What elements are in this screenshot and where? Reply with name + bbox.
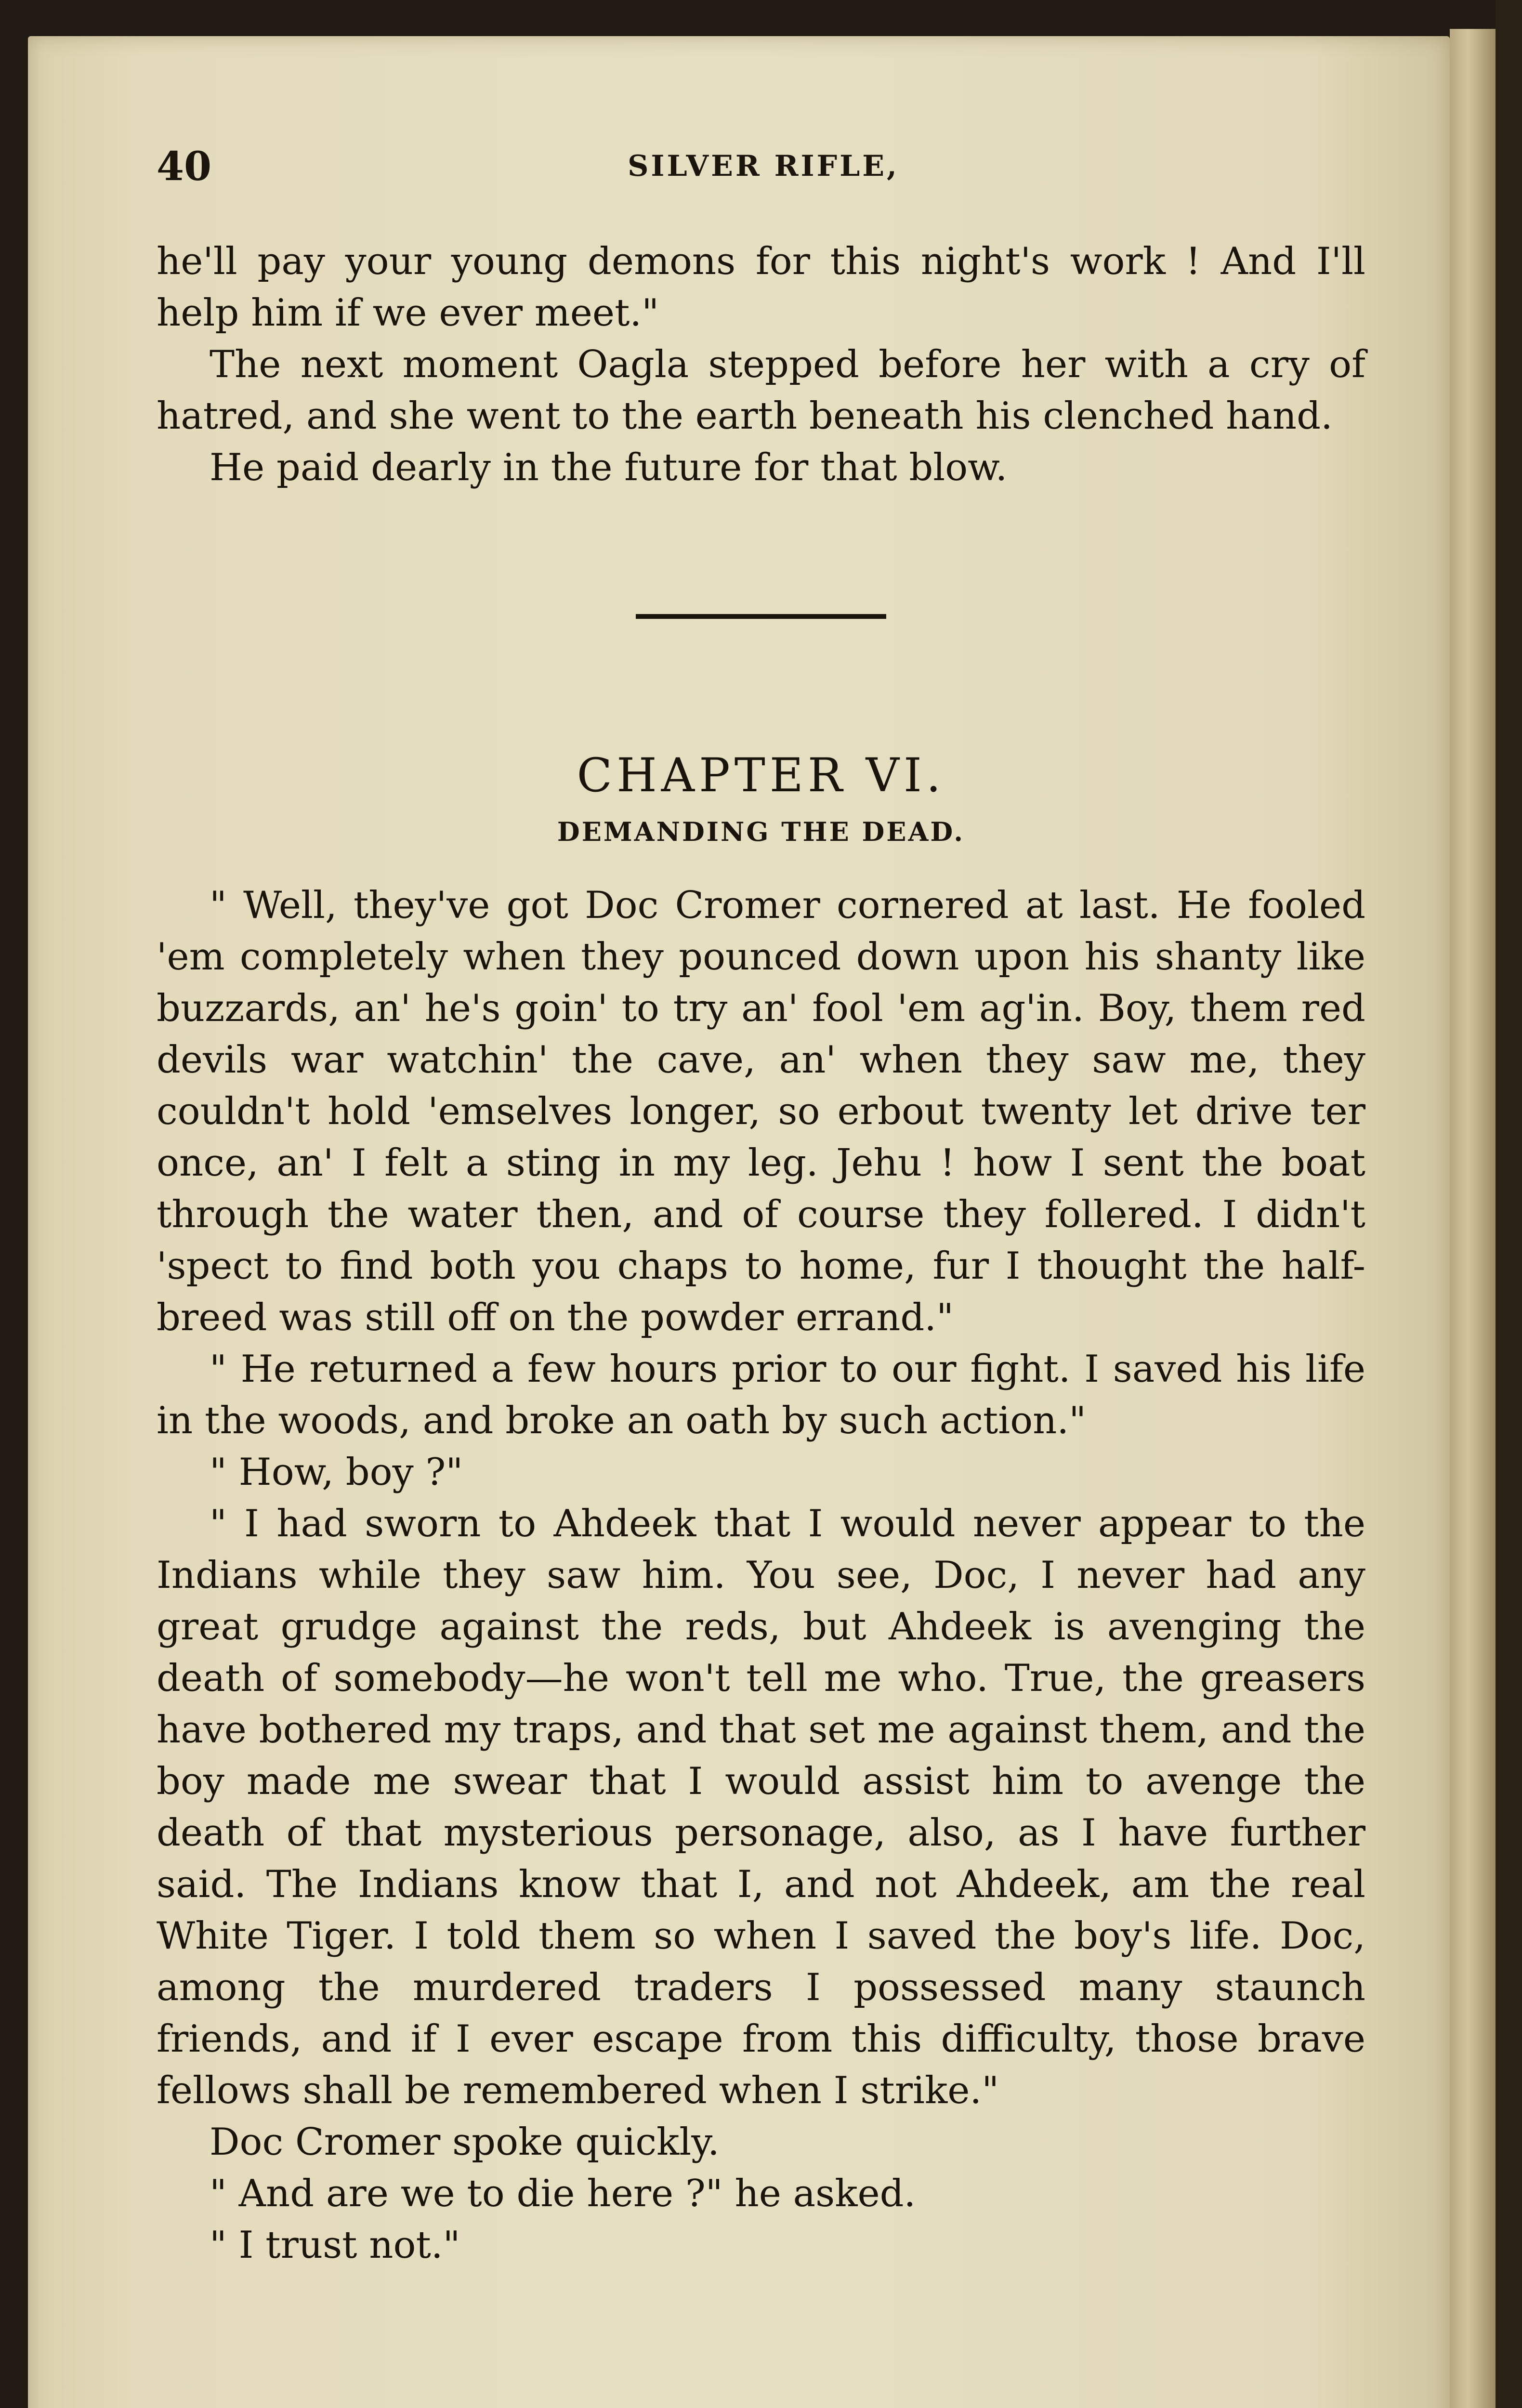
paragraph: Doc Cromer spoke quickly. bbox=[210, 2120, 720, 2164]
paragraph: He paid dearly in the future for that blow. bbox=[210, 446, 1008, 489]
paragraph: " How, boy ?" bbox=[210, 1451, 463, 1494]
page-edge bbox=[1450, 29, 1496, 2408]
paragraph: " Well, they've got Doc Cromer cornered at last. He fooled 'em completely when they pounced down upon his shanty like buzzards, an' he's goin' to try an' fool 'em ag'in. Boy, them red devils war watchin' the cave, an' when they saw me, they couldn't hold 'emselves longer, so erbout twenty let drive ter once, an' I felt a sting in my leg. Jehu ! how I sent the boat through the water then, and of course they follered. I didn't 'spect to find both you chaps to home, fur I thought the half-breed was still off on the powder errand." bbox=[157, 884, 1365, 1339]
chapter-subtitle: DEMANDING THE DEAD. bbox=[557, 816, 965, 847]
section-rule bbox=[636, 614, 886, 619]
paragraph: The next moment Oagla stepped before her with a cry of hatred, and she went to the earth beneath his clenched hand. bbox=[157, 343, 1365, 438]
paragraph: he'll pay your young demons for this night's work ! And I'll help him if we ever meet." bbox=[157, 240, 1365, 335]
chapter-title: CHAPTER VI. bbox=[577, 748, 945, 802]
paragraph: " And are we to die here ?" he asked. bbox=[210, 2172, 916, 2215]
paragraph: " He returned a few hours prior to our fight. I saved his life in the woods, and broke an oath by such action." bbox=[157, 1348, 1365, 1442]
paragraph: " I trust not." bbox=[210, 2224, 460, 2267]
page-text bbox=[157, 236, 1365, 2271]
book-spine bbox=[1496, 0, 1522, 2408]
running-head: SILVER RIFLE, bbox=[628, 149, 899, 183]
paragraph: " I had sworn to Ahdeek that I would never appear to the Indians while they saw him. You see, Doc, I never had any great grudge against the reds, but Ahdeek is avenging the death of somebody—he won't tell me who. True, the greasers have bothered my traps, and that set me against them, and the boy made me swear that I would assist him to avenge the death of that mysterious personage, also, as I have further said. The Indians know that I, and not Ahdeek, am the real White Tiger. I told them so when I saved the boy's life. Doc, among the murdered traders I possessed many staunch friends, and if I ever escape from this difficulty, those brave fellows shall be remembered when I strike." bbox=[157, 1502, 1365, 2112]
page-number: 40 bbox=[157, 144, 212, 190]
page-header bbox=[157, 140, 1370, 193]
